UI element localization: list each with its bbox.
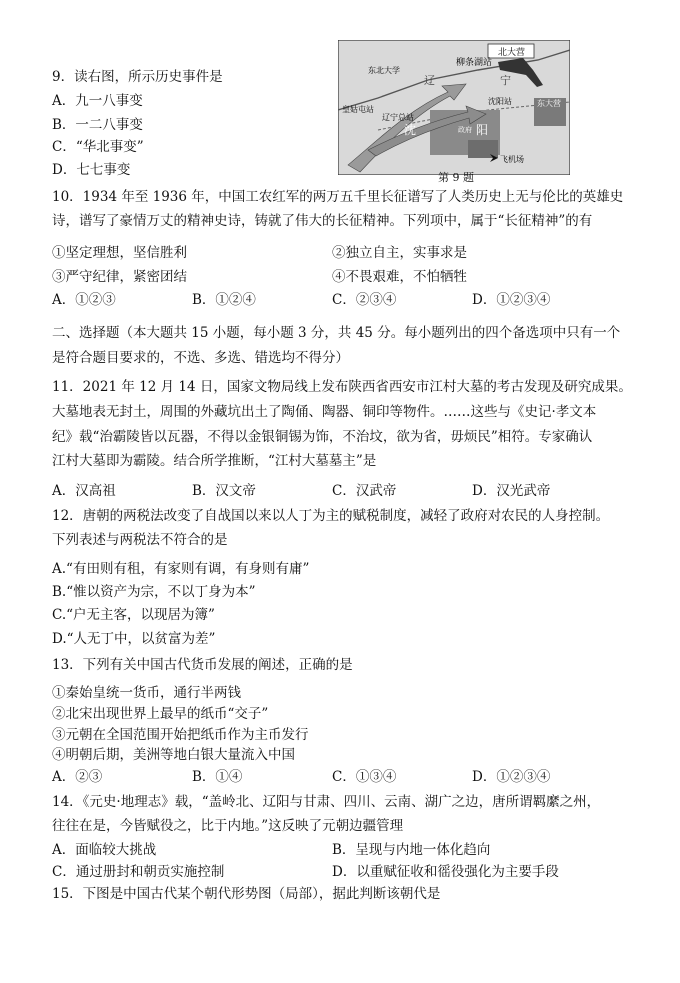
map-label-ning: 宁 (500, 74, 511, 87)
q10-option-d: D．①②③④ (472, 292, 551, 308)
q13-option-a: A．②③ (52, 769, 103, 785)
q14-option-b: B．呈现与内地一体化趋向 (332, 842, 491, 858)
q10-option-a: A．①②③ (52, 292, 116, 308)
q10-option-c: C．②③④ (332, 292, 397, 308)
q10-item-4: ④不畏艰难，不怕牺牲 (332, 269, 467, 285)
q13-option-d: D．①②③④ (472, 769, 551, 785)
map-label-liao: 辽 (424, 74, 435, 87)
government-block (468, 140, 498, 158)
q12-stem-line2: 下列表述与两税法不符合的是 (52, 532, 228, 548)
q14-option-a: A．面临较大挑战 (52, 842, 157, 858)
q10-item-2: ②独立自主，实事求是 (332, 245, 467, 261)
q12-option-c: C.“户无主客，以现居为簿” (52, 607, 215, 623)
q14-option-c: C．通过册封和朝贡实施控制 (52, 864, 225, 880)
section2-instructions-line2: 是符合题目要求的，不选、多选、错选均不得分） (52, 350, 349, 366)
map-label-huangshantun: 皇姑屯站 (342, 105, 374, 114)
q11-stem-line1: 11．2021 年 12 月 14 日，国家文物局线上发布陕西省西安市江村大墓的考古发现及研究成果。 (52, 379, 632, 395)
q13-item-4: ④明朝后期，美洲等地白银大量流入中国 (52, 747, 295, 763)
map-label-dongbei-daxue: 东北大学 (368, 66, 400, 75)
q11-stem-line2: 大墓地表无封土，周围的外藏坑出土了陶俑、陶器、铜印等物件。……这些与《史记·孝文本 (52, 404, 597, 420)
map-label-shen: 沈 (404, 123, 417, 137)
q12-option-b: B.“惟以资产为宗，不以丁身为本” (52, 584, 256, 600)
map-label-liutiaohu: 柳条湖站 (456, 58, 493, 68)
map-label-yang: 阳 (476, 123, 489, 137)
q11-option-c: C．汉武帝 (332, 483, 397, 499)
q10-stem-line2: 诗，谱写了豪情万丈的精神史诗，铸就了伟大的长征精神。下列项中，属于“长征精神”的有 (52, 213, 593, 229)
q11-option-a: A．汉高祖 (52, 483, 116, 499)
map-label-beidaying: 北大营 (498, 48, 526, 58)
q12-option-d: D.“人无丁中，以贫富为差” (52, 631, 216, 647)
q10-option-b: B．①②④ (192, 292, 256, 308)
q14-option-d: D．以重赋征收和徭役强化为主要手段 (332, 864, 559, 880)
q9-option-a: A．九一八事变 (52, 93, 143, 109)
q11-option-d: D．汉光武帝 (472, 483, 551, 499)
q9-option-b: B．一二八事变 (52, 117, 143, 133)
q14-stem-line1: 14．《元史·地理志》载，“盖岭北、辽阳与甘肃、四川、云南、湖广之边，唐所谓羁縻之州， (52, 794, 601, 810)
q13-option-b: B．①④ (192, 769, 243, 785)
q13-stem: 13．下列有关中国古代货币发展的阐述，正确的是 (52, 657, 353, 673)
map-label-liaoning-zongzhan: 辽宁总站 (382, 113, 414, 122)
q15-stem: 15．下图是中国古代某个朝代形势图（局部），据此判断该朝代是 (52, 886, 441, 902)
q13-option-c: C．①③④ (332, 769, 397, 785)
q13-item-1: ①秦始皇统一货币，通行半两钱 (52, 685, 241, 701)
q10-stem-line1: 10．1934 年至 1936 年，中国工农红军的两万五千里长征谱写了人类历史上无与伦比的英雄史 (52, 189, 624, 205)
q11-stem-line3: 纪》载“治霸陵皆以瓦器，不得以金银铜锡为饰，不治坟，欲为省，毋烦民”相符。专家确认 (52, 429, 593, 445)
q10-item-1: ①坚定理想，坚信胜利 (52, 245, 187, 261)
q9-option-c: C．“华北事变” (52, 139, 144, 155)
q9-option-d: D．七七事变 (52, 162, 131, 178)
q11-stem-line4: 江村大墓即为霸陵。结合所学推断，“江村大墓墓主”是 (52, 453, 377, 469)
q9-map-caption: 第 9 题 (438, 171, 474, 184)
section2-instructions-line1: 二、选择题（本大题共 15 小题，每小题 3 分，共 45 分。每小题列出的四个备选项中只有一个 (52, 325, 621, 341)
q13-item-2: ②北宋出现世界上最早的纸币“交子” (52, 706, 269, 722)
q9-map-figure (338, 40, 570, 175)
q14-stem-line2: 往往在是，今皆赋役之，比于内地。”这反映了元朝边疆管理 (52, 818, 404, 834)
q9-stem: 9．读右图，所示历史事件是 (52, 69, 223, 85)
q13-item-3: ③元朝在全国范围开始把纸币作为主币发行 (52, 727, 309, 743)
map-label-shenyang-station: 沈阳站 (488, 97, 512, 106)
q11-option-b: B．汉文帝 (192, 483, 256, 499)
map-label-zhengfu: 政府 (458, 126, 472, 134)
q10-item-3: ③严守纪律，紧密团结 (52, 269, 187, 285)
q12-stem-line1: 12．唐朝的两税法改变了自战国以来以人丁为主的赋税制度，减轻了政府对农民的人身控制。 (52, 508, 610, 524)
q12-option-a: A.“有田则有租，有家则有调，有身则有庸” (52, 561, 310, 577)
map-label-dongdaying: 东大营 (537, 99, 561, 108)
map-label-airport: 飞机场 (500, 155, 524, 164)
